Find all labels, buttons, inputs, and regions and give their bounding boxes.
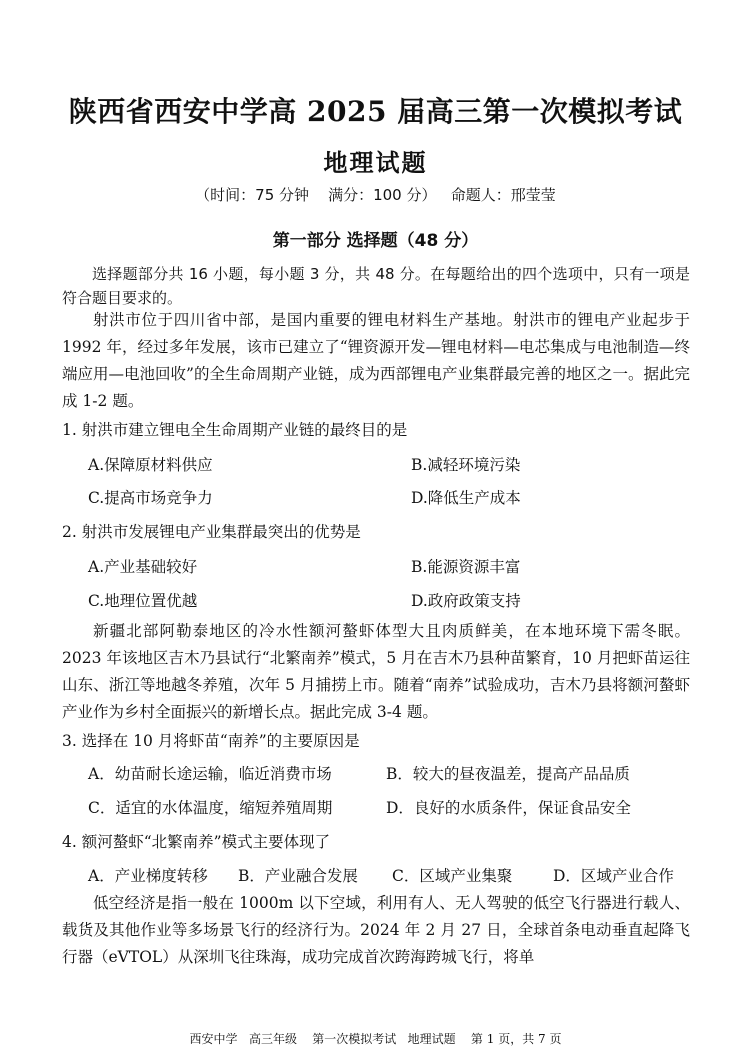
question-4-option-d[interactable]: D．区域产业合作 bbox=[553, 867, 674, 885]
subject-title: 地理试题 bbox=[323, 148, 428, 177]
section-intro: 选择题部分共 16 小题，每小题 3 分，共 48 分。在每题给出的四个选项中，只有一项是符合题目要求的。 bbox=[62, 265, 690, 307]
question-1-option-d[interactable]: D.降低生产成本 bbox=[411, 489, 521, 507]
question-3-stem: 3. 选择在 10 月将虾苗“南养”的主要原因是 bbox=[62, 732, 360, 750]
question-1-option-b[interactable]: B.减轻环境污染 bbox=[411, 456, 521, 474]
question-3-option-d[interactable]: D．良好的水质条件，保证食品安全 bbox=[386, 799, 631, 817]
question-2-stem: 2. 射洪市发展锂电产业集群最突出的优势是 bbox=[62, 523, 361, 541]
question-2-option-c[interactable]: C.地理位置优越 bbox=[88, 592, 198, 610]
exam-meta: （时间：75 分钟 满分：100 分） 命题人：邢莹莹 bbox=[195, 186, 556, 204]
question-2-option-b[interactable]: B.能源资源丰富 bbox=[411, 558, 521, 576]
question-3-option-c[interactable]: C．适宜的水体温度，缩短养殖周期 bbox=[88, 799, 333, 817]
question-4-option-a[interactable]: A．产业梯度转移 bbox=[88, 867, 208, 885]
question-1-option-a[interactable]: A.保障原材料供应 bbox=[88, 456, 213, 474]
question-2-option-a[interactable]: A.产业基础较好 bbox=[88, 558, 198, 576]
exam-title: 陕西省西安中学高 2025 届高三第一次模拟考试 bbox=[68, 95, 683, 128]
question-3-option-b[interactable]: B．较大的昼夜温差，提高产品品质 bbox=[386, 765, 630, 783]
question-2-option-d[interactable]: D.政府政策支持 bbox=[411, 592, 521, 610]
page-footer: 西安中学 高三年级 第一次模拟考试 地理试题 第 1 页，共 7 页 bbox=[189, 1032, 562, 1046]
question-1-stem: 1. 射洪市建立锂电全生命周期产业链的最终目的是 bbox=[62, 421, 408, 439]
passage-3: 低空经济是指一般在 1000m 以下空域，利用有人、无人驾驶的低空飞行器进行载人、载货及其他作业等多场景飞行的经济行为。2024 年 2 月 27 日，全球首条电动垂直起降飞行器（eVTOL）从深圳飞往珠海，成功完成首次跨海跨城飞行，将单 bbox=[62, 894, 690, 966]
question-4-option-c[interactable]: C．区域产业集聚 bbox=[392, 867, 513, 885]
section-title: 第一部分 选择题（48 分） bbox=[272, 231, 479, 251]
question-1-option-c[interactable]: C.提高市场竞争力 bbox=[88, 489, 213, 507]
question-3-option-a[interactable]: A．幼苗耐长途运输，临近消费市场 bbox=[88, 765, 332, 783]
passage-2: 新疆北部阿勒泰地区的冷水性额河螯虾体型大且肉质鲜美，在本地环境下需冬眠。2023 年该地区吉木乃县试行“北繁南养”模式，5 月在吉木乃县种苗繁育，10 月把虾苗运往山东、浙江等地越冬养殖，次年 5 月捕捞上市。随着“南养”试验成功，吉木乃县将额河螯虾产业作为乡村全面振兴的新增长点。据此完成 3-4 题。 bbox=[62, 622, 690, 721]
passage-1: 射洪市位于四川省中部，是国内重要的锂电材料生产基地。射洪市的锂电产业起步于 1992 年，经过多年发展，该市已建立了“锂资源开发—锂电材料—电芯集成与电池制造—终端应用—电池回收”的全生命周期产业链，成为西部锂电产业集群最完善的地区之一。据此完成 1-2 题。 bbox=[62, 311, 690, 410]
question-4-stem: 4. 额河螯虾“北繁南养”模式主要体现了 bbox=[62, 833, 331, 851]
question-4-option-b[interactable]: B．产业融合发展 bbox=[238, 867, 358, 885]
